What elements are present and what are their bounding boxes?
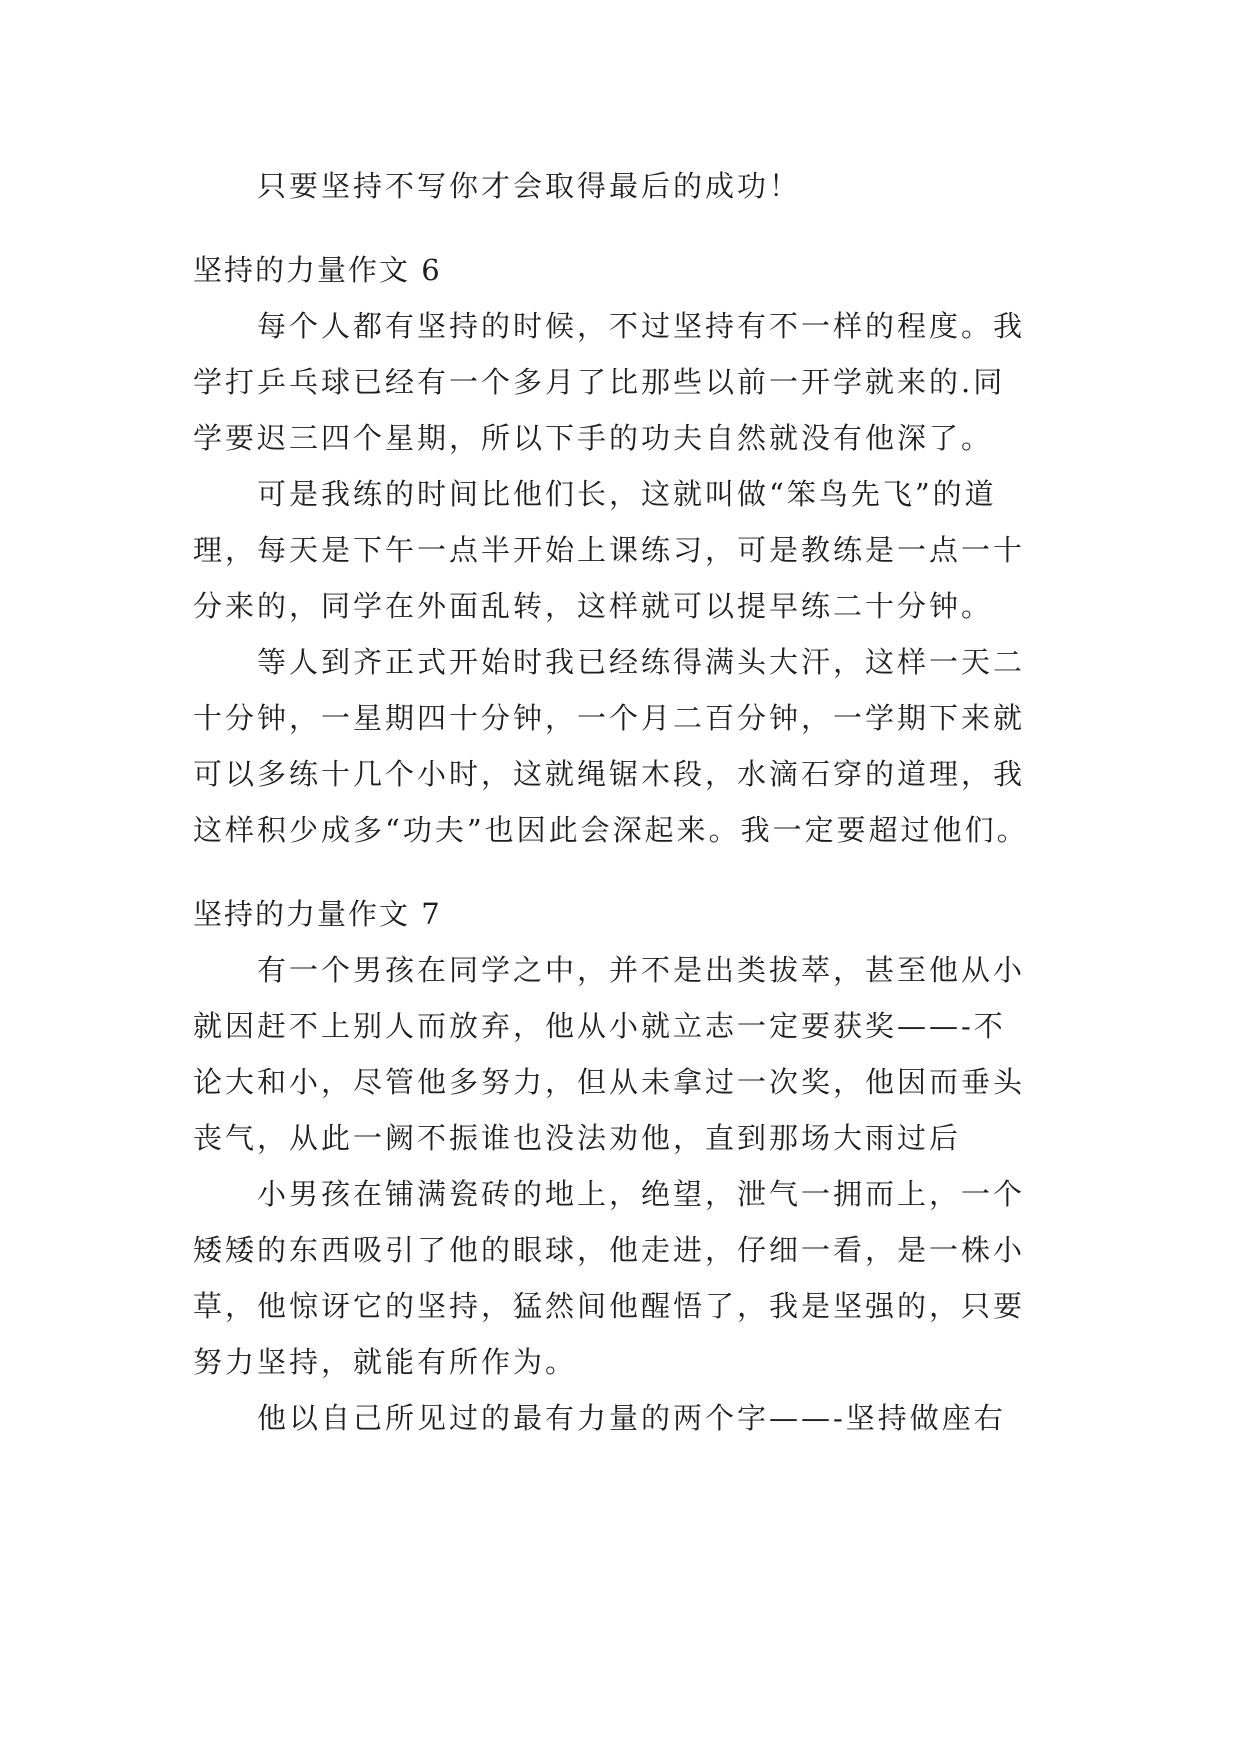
paragraph-line: 小男孩在铺满瓷砖的地上，绝望，泄气一拥而上，一个 [257,1177,1026,1211]
paragraph-line: 努力坚持，就能有所作为。 [193,1345,578,1379]
section-heading: 坚持的力量作文 7 [193,897,442,931]
paragraph-line: 分来的，同学在外面乱转，这样就可以提早练二十分钟。 [193,589,994,623]
paragraph-line: 每个人都有坚持的时候，不过坚持有不一样的程度。我 [257,309,1026,343]
paragraph-line: 草，他惊讶它的坚持，猛然间他醒悟了，我是坚强的，只要 [193,1289,1026,1323]
paragraph-line: 学要迟三四个星期，所以下手的功夫自然就没有他深了。 [193,421,994,455]
paragraph-line: 等人到齐正式开始时我已经练得满头大汗，这样一天二 [257,645,1026,679]
paragraph-line: 十分钟，一星期四十分钟，一个月二百分钟，一学期下来就 [193,701,1026,735]
paragraph-line: 可以多练十几个小时，这就绳锯木段，水滴石穿的道理，我 [193,757,1026,791]
paragraph-line: 学打乒乓球已经有一个多月了比那些以前一开学就来的.同 [193,365,1006,399]
paragraph-line: 他以自己所见过的最有力量的两个字——-坚持做座右 [257,1401,1006,1435]
paragraph-line: 就因赶不上别人而放弃，他从小就立志一定要获奖——-不 [193,1009,1006,1043]
section-heading: 坚持的力量作文 6 [193,253,442,287]
intro-line: 只要坚持不写你才会取得最后的成功！ [257,169,802,203]
paragraph-line: 矮矮的东西吸引了他的眼球，他走进，仔细一看，是一株小 [193,1233,1026,1267]
paragraph-line: 论大和小，尽管他多努力，但从未拿过一次奖，他因而垂头 [193,1065,1026,1099]
paragraph-line: 理，每天是下午一点半开始上课练习，可是教练是一点一十 [193,533,1026,567]
paragraph-line: 丧气，从此一阙不振谁也没法劝他，直到那场大雨过后 [193,1121,962,1155]
paragraph-line: 可是我练的时间比他们长，这就叫做“笨鸟先飞”的道 [257,477,997,511]
paragraph-line: 有一个男孩在同学之中，并不是出类拔萃，甚至他从小 [257,953,1026,987]
paragraph-line: 这样积少成多“功夫”也因此会深起来。我一定要超过他们。 [193,813,1029,847]
